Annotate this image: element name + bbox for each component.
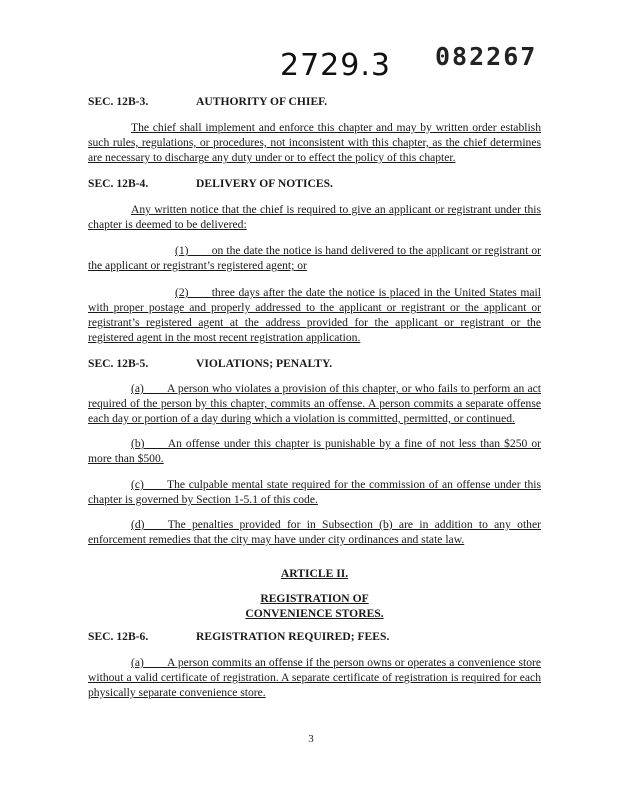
paragraph: (c) The culpable mental state required for the commission of an offense under this chapter is governed by Section 1-5.1 of this code. [88,478,541,506]
page-number: 3 [308,733,314,745]
article-subtitle: CONVENIENCE STORES. [245,607,384,620]
paragraph: (a) A person commits an offense if the person owns or operates a convenience store without a valid certificate of registration. A separate certificate of registration is required for each physically separate convenience store. [88,656,541,699]
article-title: ARTICLE II. [280,567,349,580]
section-heading-12b-4 [88,177,333,190]
paragraph: (b) An offense under this chapter is punishable by a fine of not less than $250 or more than $500. [88,437,541,465]
stamped-number: 082267 [435,42,538,71]
paragraph: (d) The penalties provided for in Subsection (b) are in addition to any other enforcement remedies that the city may have under city ordinances and state law. [88,518,541,546]
section-title: REGISTRATION REQUIRED; FEES. [196,630,390,643]
section-heading-12b-3 [88,95,327,108]
handwritten-number: 2729.3 [280,48,391,83]
article-subtitle: REGISTRATION OF [260,592,369,605]
section-number: SEC. 12B-6. [88,630,149,643]
section-number: SEC. 12B-3. [88,95,149,108]
paragraph: (1) on the date the notice is hand delivered to the applicant or registrant or the applicant or registrant’s registered agent; or [88,244,541,272]
paragraph: (a) A person who violates a provision of this chapter, or who fails to perform an act required of the person by this chapter, commits an offense. A person commits a separate offense each day or portion of a day during which a violation is committed, permitted, or continued. [88,382,541,425]
section-heading-12b-6 [88,630,389,643]
paragraph: The chief shall implement and enforce this chapter and may by written order establish such rules, regulations, or procedures, not inconsistent with this chapter, as the chief determines are necessary to discharge any duty under or to effect the policy of this chapter. [88,121,541,164]
section-number: SEC. 12B-4. [88,177,149,190]
paragraph: (2) three days after the date the notice is placed in the United States mail with proper postage and properly addressed to the applicant or registrant or the applicant or registrant’s registered agent at the address provided for the applicant or registrant or the registered agent in the most recent registration application. [88,286,541,344]
section-number: SEC. 12B-5. [88,357,149,370]
section-title: VIOLATIONS; PENALTY. [196,357,333,370]
section-heading-12b-5 [88,357,332,370]
section-title: AUTHORITY OF CHIEF. [196,95,328,108]
paragraph: Any written notice that the chief is required to give an applicant or registrant under this chapter is deemed to be delivered: [88,203,541,231]
section-title: DELIVERY OF NOTICES. [196,177,333,190]
